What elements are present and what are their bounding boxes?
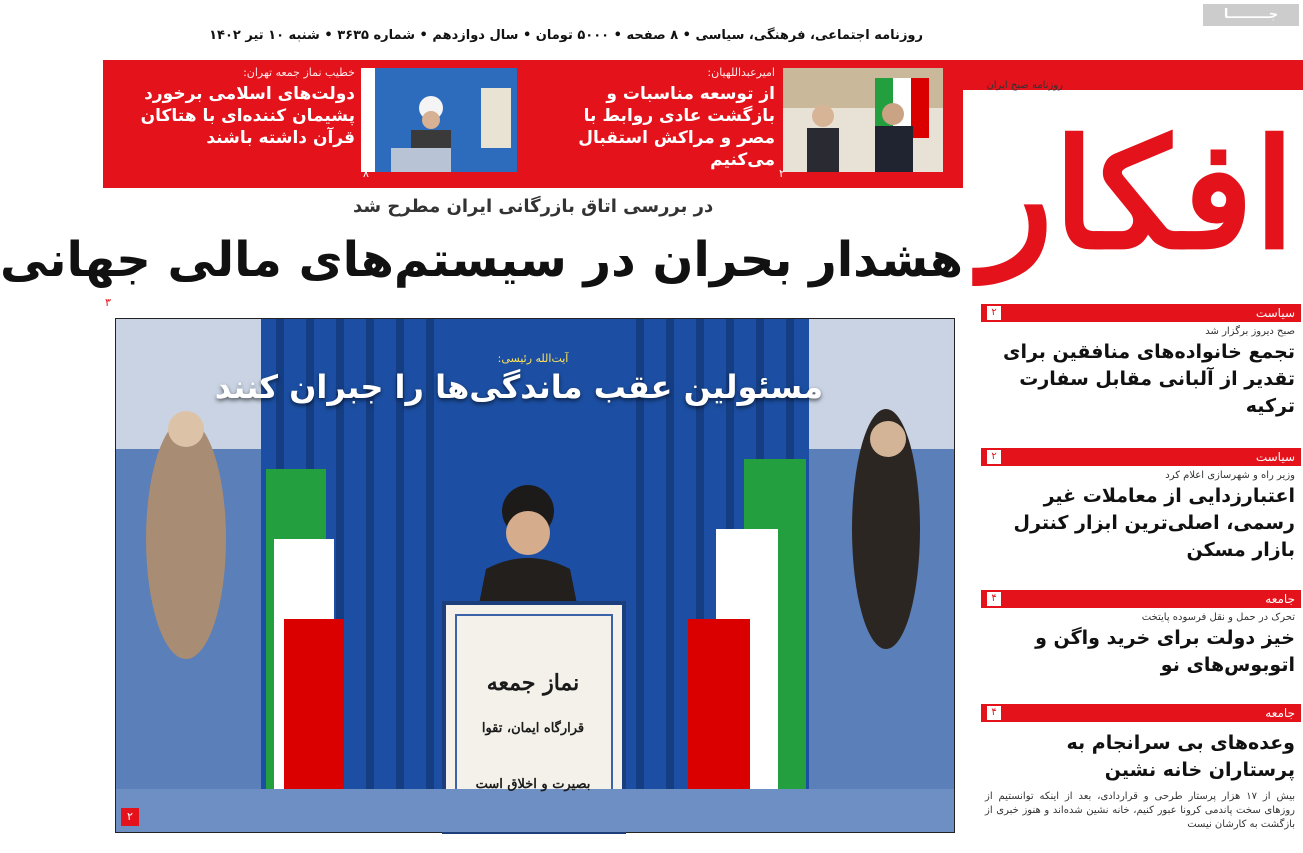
news-item-politics-2[interactable] — [981, 448, 1301, 564]
teaser-headline: از توسعه مناسبات و بازگشت عادی روابط با مصر و مراکش استقبال می‌کنیم — [578, 84, 775, 170]
section-page-number: ۲ — [987, 306, 1001, 320]
section-label: جامعه — [1265, 706, 1295, 720]
section-page-number: ۴ — [987, 706, 1001, 720]
photo-kicker: آیت‌الله رئیسی: — [497, 352, 569, 365]
section-bar — [981, 448, 1301, 466]
section-bar — [981, 704, 1301, 722]
teaser-headline: دولت‌های اسلامی برخورد پشیمان کننده‌ای با هتاکان قرآن داشته باشند — [140, 84, 355, 148]
tagline: روزنامه صبح ایران — [986, 80, 1063, 91]
newspaper-logo: افکار — [980, 107, 1296, 283]
corner-badge: جـــــــــا — [1203, 4, 1299, 26]
news-column — [981, 300, 1301, 853]
section-label: سیاست — [1255, 306, 1295, 320]
news-item-society-1[interactable] — [981, 590, 1301, 679]
lead-subhead: در بررسی اتاق بازرگانی ایران مطرح شد — [353, 196, 714, 217]
podium-inscription — [453, 670, 613, 798]
section-bar — [981, 590, 1301, 608]
teaser-kicker: امیرعبداللهیان: — [707, 66, 775, 79]
photo-headline[interactable]: مسئولین عقب ماندگی‌ها را جبران کنند — [214, 368, 823, 406]
podium-line-2: قرارگاه ایمان، تقوا — [481, 721, 585, 736]
section-label: سیاست — [1255, 450, 1295, 464]
section-page-number: ۴ — [987, 592, 1001, 606]
teaser-photo-friday-prayer — [361, 68, 517, 172]
news-headline: تجمع خانواده‌های منافقین برای تقدیر از آلبانی مقابل سفارت ترکیه — [1003, 341, 1295, 417]
section-label: جامعه — [1265, 592, 1295, 606]
news-headline: وعده‌های بی سرانجام به پرستاران خانه نشین — [1066, 732, 1295, 781]
photo-page-number: ۲ — [121, 808, 139, 826]
news-kicker: صبح دیروز برگزار شد — [1205, 326, 1295, 337]
lead-headline[interactable]: هشدار بحران در سیستم‌های مالی جهانی — [0, 232, 963, 288]
news-kicker: تحرک در حمل و نقل فرسوده پایتخت — [1141, 612, 1295, 623]
section-bar — [981, 304, 1301, 322]
teaser-page-number: ۸ — [363, 167, 369, 180]
news-item-politics-1[interactable] — [981, 304, 1301, 420]
teaser-photo-foreign-minister — [783, 68, 943, 172]
podium-line-3: بصیرت و اخلاق است — [475, 777, 591, 792]
teaser-foreign-minister[interactable] — [543, 66, 785, 182]
teaser-page-number: ۲ — [779, 167, 785, 180]
section-page-number: ۲ — [987, 450, 1001, 464]
news-kicker: وزیر راه و شهرسازی اعلام کرد — [1165, 470, 1295, 481]
podium-line-1: نماز جمعه — [486, 670, 580, 696]
news-body: بیش از ۱۷ هزار پرستار طرحی و قراردادی، بعد از اینکه توانستیم از روزهای سخت پاندمی کرونا عبور کنیم، خانه نشین شده‌اند و هنوز خبری از بازگشت به کارشان نیست — [985, 791, 1296, 830]
news-headline: خیز دولت برای خرید واگن و اتوبوس‌های نو — [1035, 627, 1295, 676]
teaser-kicker: خطیب نماز جمعه تهران: — [243, 66, 355, 79]
news-headline: اعتبارزدایی از معاملات غیر رسمی، اصلی‌ترین ابزار کنترل بازار مسکن — [1013, 485, 1295, 561]
news-item-society-2[interactable] — [981, 704, 1301, 832]
lead-page-number: ۳ — [105, 296, 111, 309]
teaser-friday-prayer[interactable] — [123, 66, 369, 182]
dateline: روزنامه اجتماعی، فرهنگی، سیاسی • ۸ صفحه • ۵۰۰۰ تومان • سال دوازدهم • شماره ۳۶۳۵ • شنبه ۱۰ تیر ۱۴۰۲ — [209, 28, 923, 43]
